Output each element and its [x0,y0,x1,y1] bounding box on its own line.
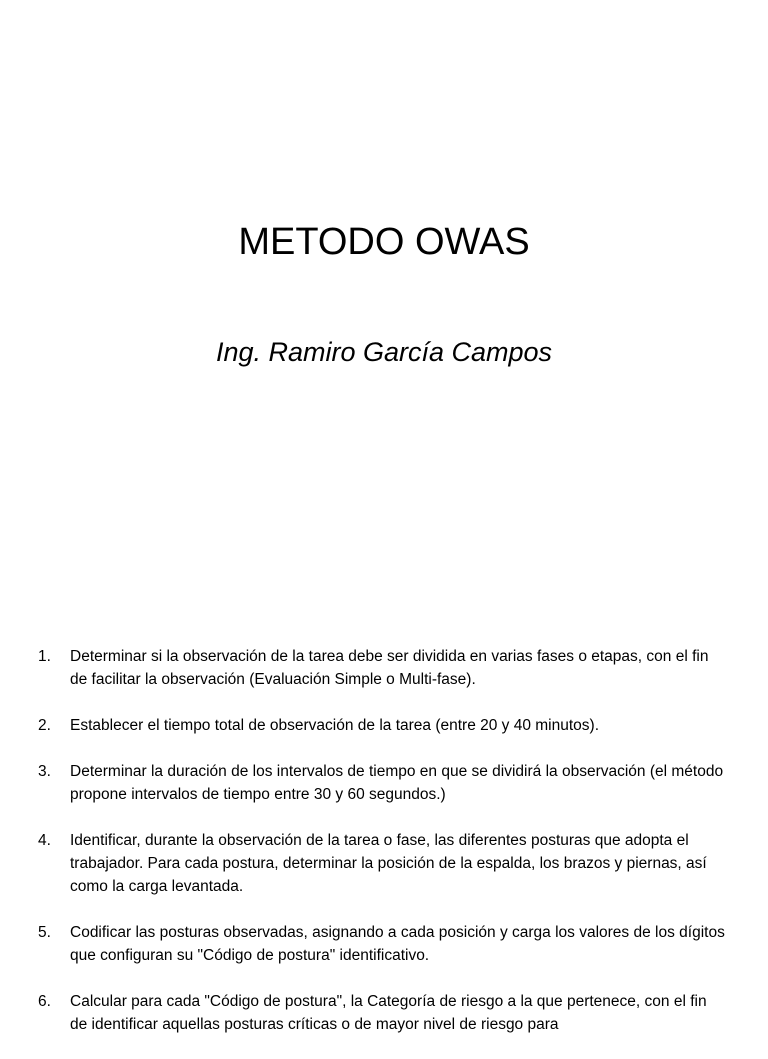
step-text: Establecer el tiempo total de observación de la tarea (entre 20 y 40 minutos). [70,717,600,734]
step-text: Calcular para cada "Código de postura", la Categoría de riesgo a la que pertenece, con el fin de identificar aquellas posturas críticas o de mayor nivel de riesgo para [70,993,707,1033]
step-item [38,921,728,967]
step-item [38,714,728,737]
slide-title: METODO OWAS [238,221,530,263]
steps-list [38,645,728,1059]
step-number: 1. [38,648,51,665]
slide-subtitle: Ing. Ramiro García Campos [215,337,553,367]
step-number: 3. [38,763,51,780]
step-item [38,645,728,691]
step-number: 2. [38,717,51,734]
step-text: Determinar si la observación de la tarea debe ser dividida en varias fases o etapas, con el fin de facilitar la observación (Evaluación Simple o Multi-fase). [70,648,709,688]
step-text: Determinar la duración de los intervalos de tiempo en que se dividirá la observación (el método propone intervalos de tiempo entre 30 y 60 segundos.) [70,763,724,803]
step-item [38,760,728,806]
step-item [38,829,728,898]
step-text: Codificar las posturas observadas, asignando a cada posición y carga los valores de los dígitos que configuran su "Código de postura" identificativo. [70,924,725,964]
step-item [38,990,728,1036]
step-text: Identificar, durante la observación de la tarea o fase, las diferentes posturas que adopta el trabajador. Para cada postura, determinar la posición de la espalda, los brazos y piernas, así como la carga levantada. [70,832,707,895]
step-number: 5. [38,924,51,941]
step-number: 4. [38,832,51,849]
step-number: 6. [38,993,51,1010]
